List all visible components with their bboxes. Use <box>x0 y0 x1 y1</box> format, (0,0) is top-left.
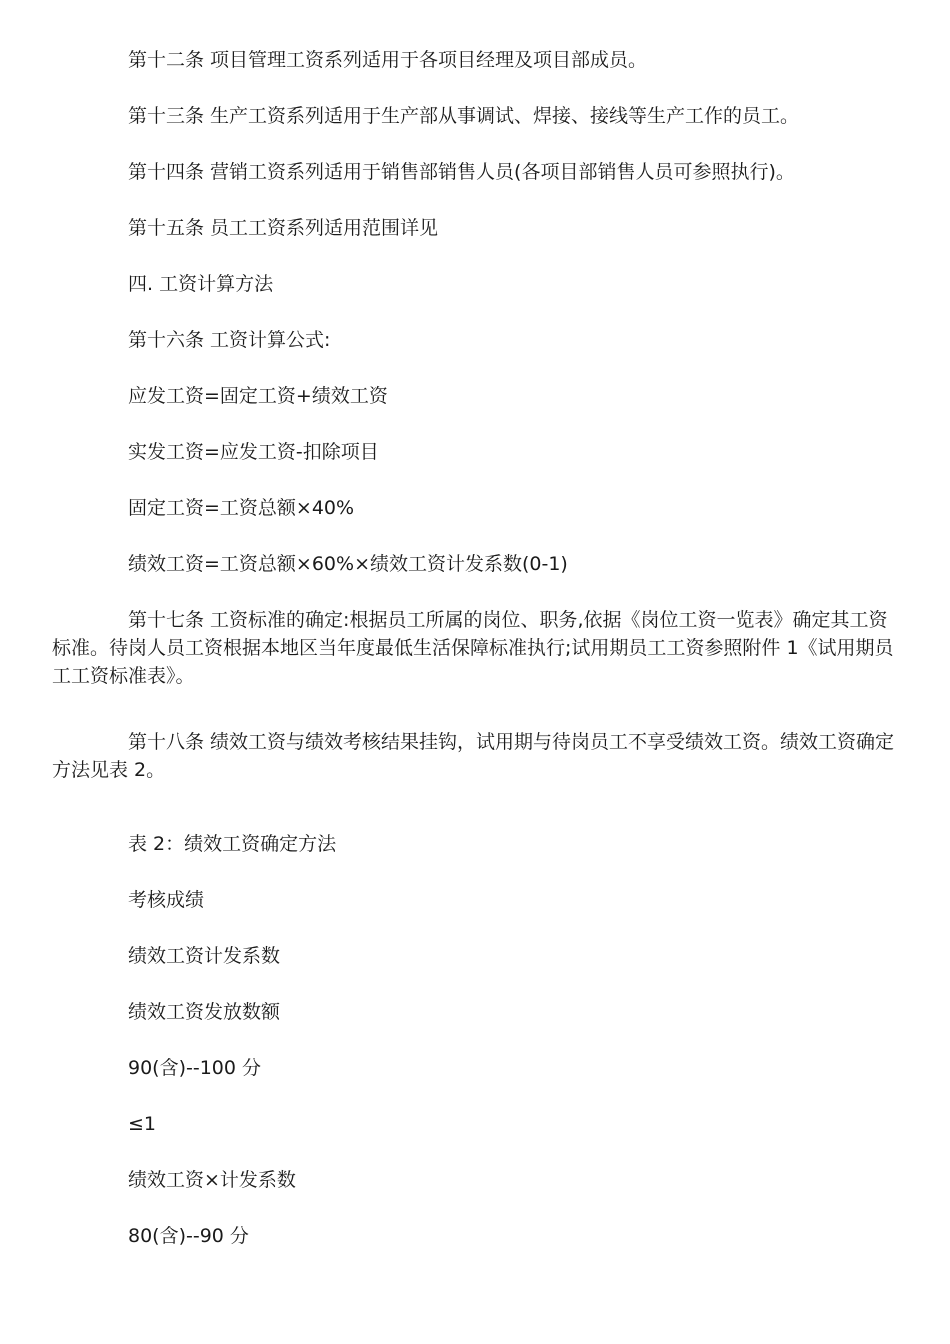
table-cell-score-90-100: 90(含)--100 分 <box>128 1057 262 1079</box>
article-15: 第十五条 员工工资系列适用范围详见 <box>128 217 439 239</box>
table-cell-score-80-90: 80(含)--90 分 <box>128 1225 249 1247</box>
table-header-score: 考核成绩 <box>128 889 205 911</box>
article-13: 第十三条 生产工资系列适用于生产部从事调试、焊接、接线等生产工作的员工。 <box>128 105 800 127</box>
article-12: 第十二条 项目管理工资系列适用于各项目经理及项目部成员。 <box>128 49 648 71</box>
table-caption: 表 2：绩效工资确定方法 <box>128 833 337 855</box>
formula-fixed-pay: 固定工资=工资总额×40% <box>128 497 355 519</box>
article-17: 第十七条 工资标准的确定:根据员工所属的岗位、职务,依据《岗位工资一览表》确定其工资标准。待岗人员工资根据本地区当年度最低生活保障标准执行;试用期员工工资参照附件 1《试用期员工工资标准表》。 <box>52 609 894 687</box>
article-18: 第十八条 绩效工资与绩效考核结果挂钩，试用期与待岗员工不享受绩效工资。绩效工资确定方法见表 2。 <box>52 731 895 781</box>
formula-performance-pay: 绩效工资=工资总额×60%×绩效工资计发系数(0-1) <box>128 553 568 575</box>
table-header-amount: 绩效工资发放数额 <box>128 1001 281 1023</box>
table-cell-coefficient: ≤1 <box>128 1113 157 1135</box>
formula-gross-pay: 应发工资=固定工资+绩效工资 <box>128 385 388 407</box>
article-16: 第十六条 工资计算公式: <box>128 329 331 351</box>
formula-net-pay: 实发工资=应发工资-扣除项目 <box>128 441 379 463</box>
table-cell-amount: 绩效工资×计发系数 <box>128 1169 296 1191</box>
section-heading-4: 四. 工资计算方法 <box>128 273 274 295</box>
table-header-coefficient: 绩效工资计发系数 <box>128 945 281 967</box>
article-14: 第十四条 营销工资系列适用于销售部销售人员(各项目部销售人员可参照执行)。 <box>128 161 795 183</box>
